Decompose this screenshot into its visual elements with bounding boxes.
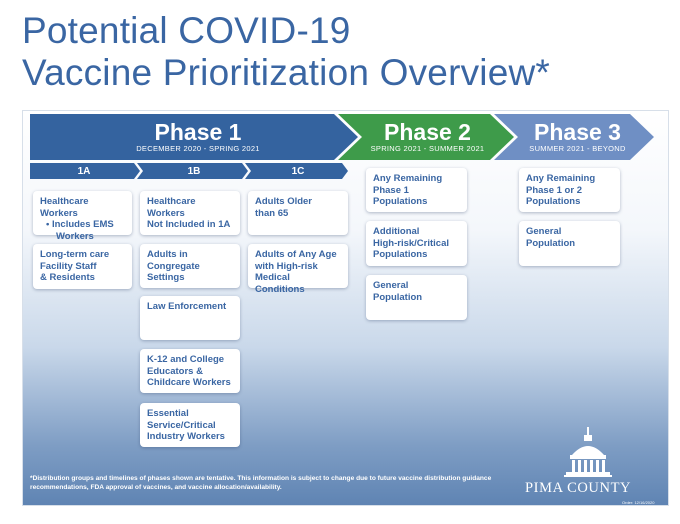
footnote: *Distribution groups and timelines of phases shown are tentative. This information is subject to change due to future vaccine distribution guidance recommendations, FDA approval of vaccines, and vaccine allocation/availability. bbox=[30, 475, 492, 491]
box-phase3-general bbox=[519, 221, 620, 266]
phase1-name: Phase 1 bbox=[154, 119, 242, 145]
box-line: Healthcare Workers bbox=[40, 196, 89, 219]
box-1c-adults-65 bbox=[248, 191, 348, 235]
box-line: than 65 bbox=[255, 207, 289, 219]
box-line: Populations bbox=[526, 196, 581, 207]
box-1c-high-risk bbox=[248, 244, 348, 295]
box-line: Any Remaining bbox=[526, 173, 596, 184]
box-line: Population bbox=[526, 237, 576, 249]
box-line: Congregate bbox=[147, 260, 200, 272]
box-line: Populations bbox=[373, 196, 428, 207]
box-phase2-remaining bbox=[366, 168, 467, 212]
box-line: Phase 1 bbox=[373, 184, 409, 196]
box-line: Adults Older bbox=[255, 196, 313, 207]
box-1b-healthcare-workers bbox=[140, 191, 240, 235]
title-line-2: Vaccine Prioritization Overview* bbox=[22, 52, 551, 93]
phase2-dates: SPRING 2021 - SUMMER 2021 bbox=[370, 144, 485, 153]
box-line: Industry Workers bbox=[147, 431, 225, 442]
box-line: General bbox=[526, 226, 562, 237]
box-1b-congregate-settings bbox=[140, 244, 240, 288]
box-phase3-remaining bbox=[519, 168, 620, 212]
box-line: Populations bbox=[373, 249, 428, 260]
box-line: Facility Staff bbox=[40, 260, 97, 272]
phase1-label bbox=[30, 120, 366, 154]
subgroup-1c-label: 1C bbox=[291, 166, 305, 177]
subgroup-1b-label: 1B bbox=[187, 166, 201, 177]
page-title bbox=[22, 10, 550, 94]
box-line: & Residents bbox=[40, 272, 95, 283]
box-1a-long-term-care bbox=[33, 244, 132, 289]
box-line: Childcare Workers bbox=[147, 377, 231, 388]
box-line: Medical Conditions bbox=[255, 272, 305, 295]
subgroup-1a-label: 1A bbox=[77, 166, 91, 177]
box-phase2-additional bbox=[366, 221, 467, 266]
box-line: Workers bbox=[56, 230, 94, 242]
box-line: Healthcare bbox=[147, 196, 196, 207]
box-phase2-general bbox=[366, 275, 467, 320]
logo-text: PIMA COUNTY bbox=[525, 480, 632, 496]
box-line: Educators & bbox=[147, 365, 203, 377]
phase2-name: Phase 2 bbox=[384, 119, 471, 145]
box-1b-law-enforcement bbox=[140, 296, 240, 340]
box-line: Long-term care bbox=[40, 249, 110, 260]
phase1-dates: DECEMBER 2020 - SPRING 2021 bbox=[136, 144, 260, 153]
box-line: High-risk/Critical bbox=[373, 237, 450, 249]
box-line: Phase 1 or 2 bbox=[526, 184, 582, 196]
box-line: K-12 and College bbox=[147, 354, 225, 365]
box-line: Law Enforcement bbox=[147, 301, 227, 312]
box-line: • Includes EMS bbox=[46, 219, 114, 230]
box-line: Population bbox=[373, 291, 423, 303]
phase3-label bbox=[505, 120, 650, 154]
box-line: Adults of Any Age bbox=[255, 249, 337, 260]
title-line-1: Potential COVID-19 bbox=[22, 10, 351, 51]
box-line: Not Included in 1A bbox=[147, 219, 231, 230]
tiny-note: Order: 12/16/2020 bbox=[622, 500, 655, 505]
box-line: Service/Critical bbox=[147, 419, 216, 431]
phase3-dates: SUMMER 2021 - BEYOND bbox=[529, 144, 626, 153]
box-line: Additional bbox=[373, 226, 420, 237]
box-line: with High-risk bbox=[255, 260, 318, 272]
box-line: Essential bbox=[147, 408, 189, 419]
box-line: Any Remaining bbox=[373, 173, 443, 184]
box-line: General bbox=[373, 280, 409, 291]
box-1a-healthcare-workers bbox=[33, 191, 132, 242]
box-line: Adults in bbox=[147, 249, 188, 260]
box-1b-educators bbox=[140, 349, 240, 393]
box-line: Settings bbox=[147, 272, 185, 283]
phase3-name: Phase 3 bbox=[534, 119, 621, 145]
phase2-label bbox=[350, 120, 505, 154]
box-1b-essential-workers bbox=[140, 403, 240, 447]
box-line: Workers bbox=[147, 207, 185, 219]
